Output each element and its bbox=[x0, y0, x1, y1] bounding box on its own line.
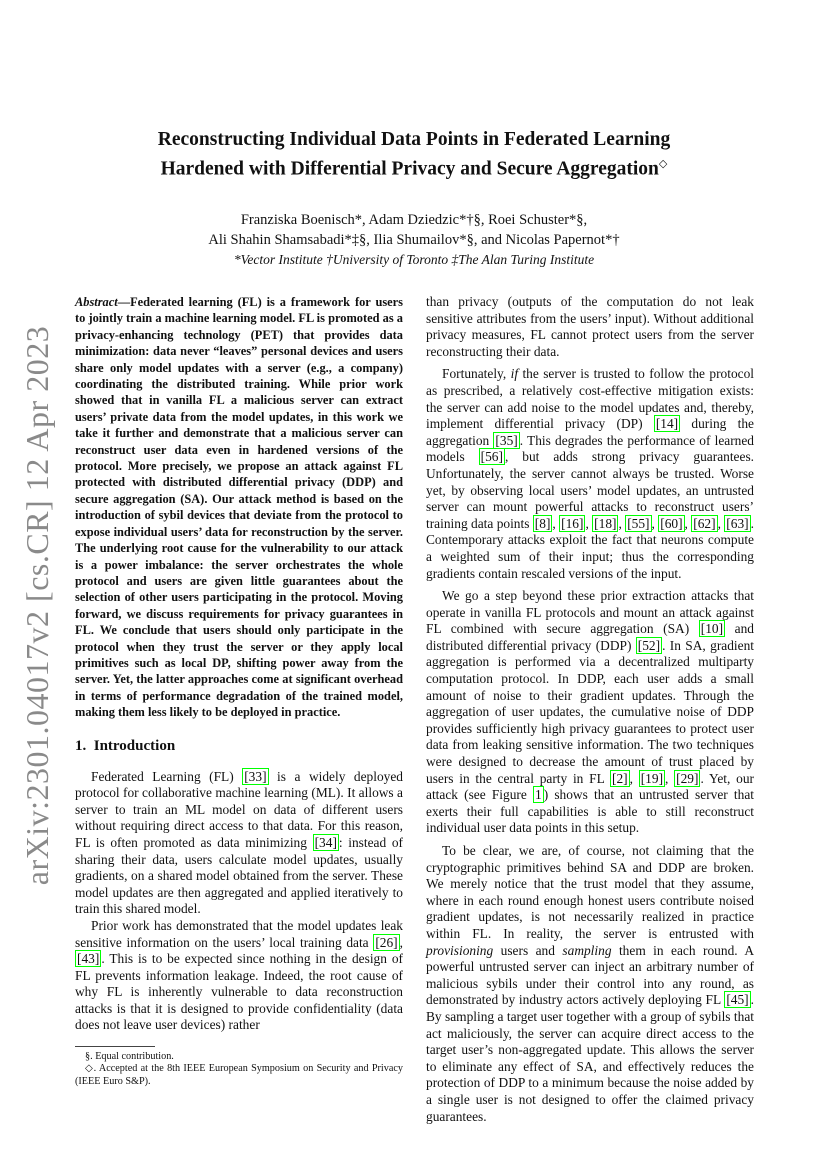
text-run: . In SA, gradient aggregation is performed via a decentralized multiparty computation protocol. In DDP, each user adds a small amount of noise to their gradient updates. Through the aggregation of user updates, the cumulative noise of DDP provides sufficiently high privacy guarantees to protect user data from leaking sensitive information. The two techniques were designed to decrease the amount of trust placed by users in the central party in FL bbox=[426, 637, 754, 786]
arxiv-identifier-text: arXiv:2301.04017v2 [cs.CR] 12 Apr 2023 bbox=[19, 325, 56, 885]
text-run: , bbox=[585, 515, 593, 531]
affiliations: *Vector Institute †University of Toronto ‡The Alan Turing Institute bbox=[233, 252, 595, 267]
citation-link[interactable]: [8] bbox=[534, 515, 551, 531]
right-column bbox=[426, 294, 754, 1125]
text-run: , bbox=[651, 515, 659, 531]
citation-link[interactable]: [52] bbox=[637, 637, 661, 653]
citation-link[interactable]: [16] bbox=[561, 515, 584, 531]
abstract-text: —Federated learning (FL) is a framework for users to jointly train a machine learning model. FL is promoted as a privacy-enhancing technology (PET) that provides data minimization: data never “leaves” personal devices and users share only model updates with a server (e.g., a company) coordinating the distributed training. While prior work showed that in vanilla FL a malicious server can extract users’ private data from the model updates, in this work we take it further and demonstrate that a malicious server can reconstruct user data even in hardened versions of the protocol. More precisely, we propose an attack against FL protected with distributed differential privacy (DDP) and secure aggregation (SA). Our attack method is based on the introduction of sybil devices that deviate from the protocol to expose individual users’ data for reconstruction by the server. The underlying root cause for the vulnerability to our attack is a power imbalance: the server orchestrates the whole protocol and users are given little guarantees about the selection of other users participating in the protocol. Moving forward, we discuss requirements for privacy guarantees in FL. We conclude that users should only participate in the protocol when they trust the server or they apply local primitives such as local DP, shifting power away from the server. Yet, the latter approaches come at significant overhead in terms of performance degradation of the trained model, making them less likely to be deployed in practice. bbox=[75, 295, 403, 720]
citation-link[interactable]: [56] bbox=[480, 449, 503, 465]
author-block bbox=[80, 210, 748, 270]
citation-link[interactable]: [60] bbox=[660, 515, 683, 531]
text-run: ) shows that an untrusted server that exerts their full capabilities is able to still reconstruct individual user data points in this setup. bbox=[426, 787, 755, 836]
title-footnote-mark: ◇ bbox=[658, 158, 668, 170]
text-run: . This degrades the performance of learned models bbox=[426, 432, 755, 465]
citation-link[interactable]: [33] bbox=[244, 768, 267, 784]
paper-title bbox=[80, 128, 748, 182]
citation-link[interactable]: [29] bbox=[676, 770, 699, 786]
citation-link[interactable]: [2] bbox=[612, 770, 628, 786]
section-number: 1. bbox=[75, 737, 87, 754]
text-run: . Contemporary attacks exploit the fact that neurons compute a weighted sum of their input; thus the corresponding gradients contain rescaled versions of the input. bbox=[426, 515, 754, 581]
figure-link[interactable]: 1 bbox=[535, 787, 542, 803]
citation-link[interactable]: [19] bbox=[640, 770, 664, 786]
section-heading-introduction bbox=[75, 737, 403, 755]
paragraph-dp-mitigation bbox=[426, 366, 754, 582]
left-column bbox=[75, 294, 403, 1088]
text-run: , bbox=[684, 515, 692, 531]
text-run: , bbox=[399, 934, 403, 950]
text-run: them in each round. A powerful untrusted server can inject an arbitrary number of malicious sybils under their control into any round, as demonstrated by industry actors actively deploying FL bbox=[426, 942, 754, 1008]
intro-paragraph-1 bbox=[75, 769, 403, 918]
citation-link[interactable]: [35] bbox=[495, 432, 518, 448]
abstract bbox=[75, 294, 403, 721]
abstract-lead: Abstract bbox=[75, 295, 118, 309]
citation-link[interactable]: [26] bbox=[375, 934, 398, 950]
emphasis-provisioning: provisioning bbox=[426, 942, 494, 958]
text-run: We go a step beyond these prior extraction attacks that operate in vanilla FL protocols and mount an attack against FL combined with secure aggregation (SA) bbox=[426, 588, 754, 637]
text-run: To be clear, we are, of course, not claiming that the cryptographic primitives behind SA and DDP are broken. We merely notice that the trust model that they assume, where in each round enough honest users contribute noised gradient updates, is not necessarily realized in practice within FL. In reality, the server is entrusted with bbox=[426, 843, 754, 941]
emphasis-if: if bbox=[510, 366, 519, 382]
text-run: . By sampling a target user together with a group of sybils that act maliciously, the server can acquire direct access to the target user’s non-aggregated update. This allows the server to eliminate any effect of SA, and effectively reduces the protection of DDP to a minimum because the noise added by a single user is not designed to offer the claimed privacy guarantees. bbox=[426, 992, 754, 1124]
title-line-1: Reconstructing Individual Data Points in Federated Learning bbox=[157, 129, 671, 150]
text-run: , bbox=[629, 770, 639, 786]
citation-link[interactable]: [18] bbox=[594, 515, 617, 531]
text-run: , bbox=[552, 515, 560, 531]
title-line-2 bbox=[80, 152, 748, 182]
citation-link[interactable]: [10] bbox=[700, 621, 724, 637]
text-run: users and bbox=[493, 942, 563, 958]
text-run: the server is trusted to follow the protocol as prescribed, a relatively cost-effective mitigation exists: the server can add noise to the model updates and, thereby, implement differential privacy (DP) bbox=[426, 366, 754, 432]
paragraph-trust-model bbox=[426, 843, 754, 1125]
title-line-2-text: Hardened with Differential Privacy and Secure Aggregation bbox=[160, 158, 659, 180]
footnote-accepted: ◇. Accepted at the 8th IEEE European Symposium on Security and Privacy (IEEE Euro S&P). bbox=[75, 1063, 403, 1087]
citation-link[interactable]: [63] bbox=[726, 515, 749, 531]
text-run: , bbox=[717, 515, 725, 531]
footnotes bbox=[75, 1051, 403, 1088]
citation-link[interactable]: [14] bbox=[655, 416, 679, 432]
citation-link[interactable]: [45] bbox=[726, 992, 749, 1008]
citation-link[interactable]: [55] bbox=[627, 515, 650, 531]
text-run: . Yet, our attack (see Figure bbox=[426, 770, 754, 803]
footnote-divider bbox=[75, 1046, 155, 1047]
authors-line-1: Franziska Boenisch*, Adam Dziedzic*†§, Roei Schuster*§, bbox=[240, 212, 588, 228]
section-title: Introduction bbox=[93, 737, 176, 754]
text-run: Federated Learning (FL) bbox=[91, 768, 243, 784]
citation-link[interactable]: [62] bbox=[693, 515, 716, 531]
text-run: Prior work has demonstrated that the model updates leak sensitive information on the users’ local training data bbox=[75, 917, 403, 950]
text-run: and distributed differential privacy (DDP) bbox=[426, 621, 755, 653]
citation-link[interactable]: [34] bbox=[314, 834, 337, 850]
arxiv-identifier bbox=[19, 325, 56, 885]
text-run: is a widely deployed protocol for collaborative machine learning (ML). It allows a server to train an ML model on data of different users without requiring direct access to that data. For this reason, FL is often promoted as data minimizing bbox=[75, 768, 403, 850]
authors-line-2: Ali Shahin Shamsabadi*‡§, Ilia Shumailov*§, and Nicolas Papernot*† bbox=[208, 232, 620, 248]
citation-link[interactable]: [43] bbox=[77, 951, 100, 967]
intro-paragraph-2 bbox=[75, 918, 403, 1034]
paragraph-continued: than privacy (outputs of the computation do not leak sensitive attributes from the users’ input). Without additional privacy measures, FL cannot protect users from the server reconstructing their data. bbox=[426, 294, 754, 359]
text-run: Fortunately, bbox=[442, 366, 511, 382]
text-run: , bbox=[618, 515, 626, 531]
text-run: , bbox=[665, 770, 675, 786]
footnote-equal-contribution: §. Equal contribution. bbox=[85, 1051, 174, 1063]
paragraph-attack-overview bbox=[426, 588, 754, 837]
text-run: , but adds strong privacy guarantees. Unfortunately, the server cannot always be trusted. Worse yet, by observing local users’ model updates, an untrusted server can mount powerful attacks to reconstruct users’ training data points bbox=[426, 449, 754, 531]
text-run: during the aggregation bbox=[426, 416, 754, 448]
emphasis-sampling: sampling bbox=[562, 942, 612, 958]
text-run: . This is to be expected since nothing in the design of FL prevents information leakage. Indeed, the root cause of why FL is inherently vulnerable to data reconstruction attacks is that it is designed to provide confidentiality (data does not leave user devices) rather bbox=[75, 951, 403, 1033]
text-run: : instead of sharing their data, users calculate model updates, usually gradients, on a shared model obtained from the server. These model updates are then aggregated and applied iteratively to train this shared model. bbox=[75, 834, 403, 917]
